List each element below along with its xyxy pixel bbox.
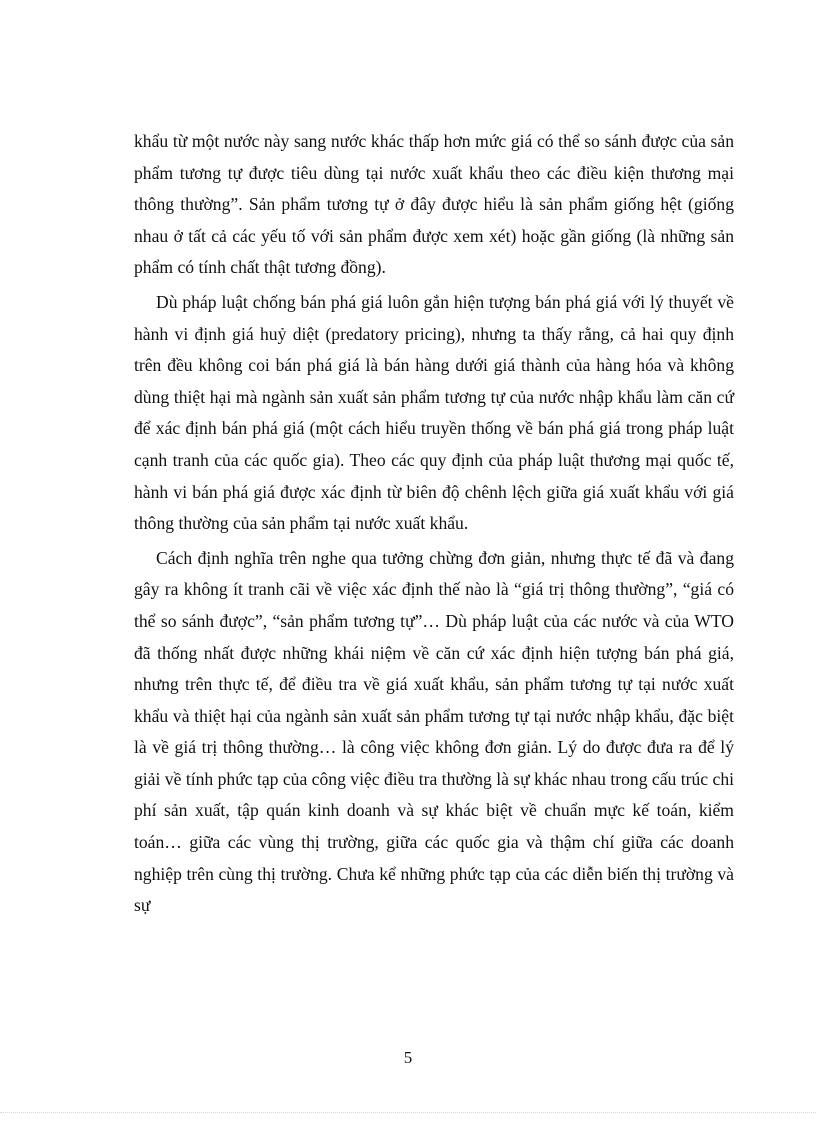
page-number: 5 <box>403 1048 413 1067</box>
page-bottom-edge <box>0 1112 816 1113</box>
paragraph-definition-complexity: Cách định nghĩa trên nghe qua tưởng chừng đơn giản, nhưng thực tế đã và đang gây ra không ít tranh cãi về việc xác định thế nào là “giá trị thông thường”, “giá có thể so sánh được”, “sản phẩm tương tự”… Dù pháp luật của các nước và của WTO đã thống nhất được những khái niệm về căn cứ xác định hiện tượng bán phá giá, nhưng trên thực tế, để điều tra về giá xuất khẩu, sản phẩm tương tự tại nước xuất khẩu và thiệt hại của ngành sản xuất sản phẩm tương tự tại nước nhập khẩu, đặc biệt là về giá trị thông thường… là công việc không đơn giản. Lý do được đưa ra để lý giải về tính phức tạp của công việc điều tra thường là sự khác nhau trong cấu trúc chi phí sản xuất, tập quán kinh doanh và sự khác biệt về chuẩn mực kế toán, kiểm toán… giữa các vùng thị trường, giữa các quốc gia và thậm chí giữa các doanh nghiệp trên cùng thị trường. Chưa kể những phức tạp của các diễn biến thị trường và sự <box>134 547 734 916</box>
body-text <box>134 126 734 922</box>
paragraph-continuation: khẩu từ một nước này sang nước khác thấp hơn mức giá có thể so sánh được của sản phẩm tương tự được tiêu dùng tại nước xuất khẩu theo các điều kiện thương mại thông thường”. Sản phẩm tương tự ở đây được hiểu là sản phẩm giống hệt (giống nhau ở tất cả các yếu tố với sản phẩm được xem xét) hoặc gần giống (là những sản phẩm có tính chất thật tương đồng). <box>134 131 734 278</box>
paragraph-predatory-pricing: Dù pháp luật chống bán phá giá luôn gắn hiện tượng bán phá giá với lý thuyết về hành vi định giá huỷ diệt (predatory pricing), nhưng ta thấy rằng, cả hai quy định trên đều không coi bán phá giá là bán hàng dưới giá thành của hàng hóa và không dùng thiệt hại mà ngành sản xuất sản phẩm tương tự của nước nhập khẩu làm căn cứ để xác định bán phá giá (một cách hiểu truyền thống về bán phá giá trong pháp luật cạnh tranh của các quốc gia). Theo các quy định của pháp luật thương mại quốc tế, hành vi bán phá giá được xác định từ biên độ chênh lệch giữa giá xuất khẩu với giá thông thường của sản phẩm tại nước xuất khẩu. <box>134 291 734 534</box>
